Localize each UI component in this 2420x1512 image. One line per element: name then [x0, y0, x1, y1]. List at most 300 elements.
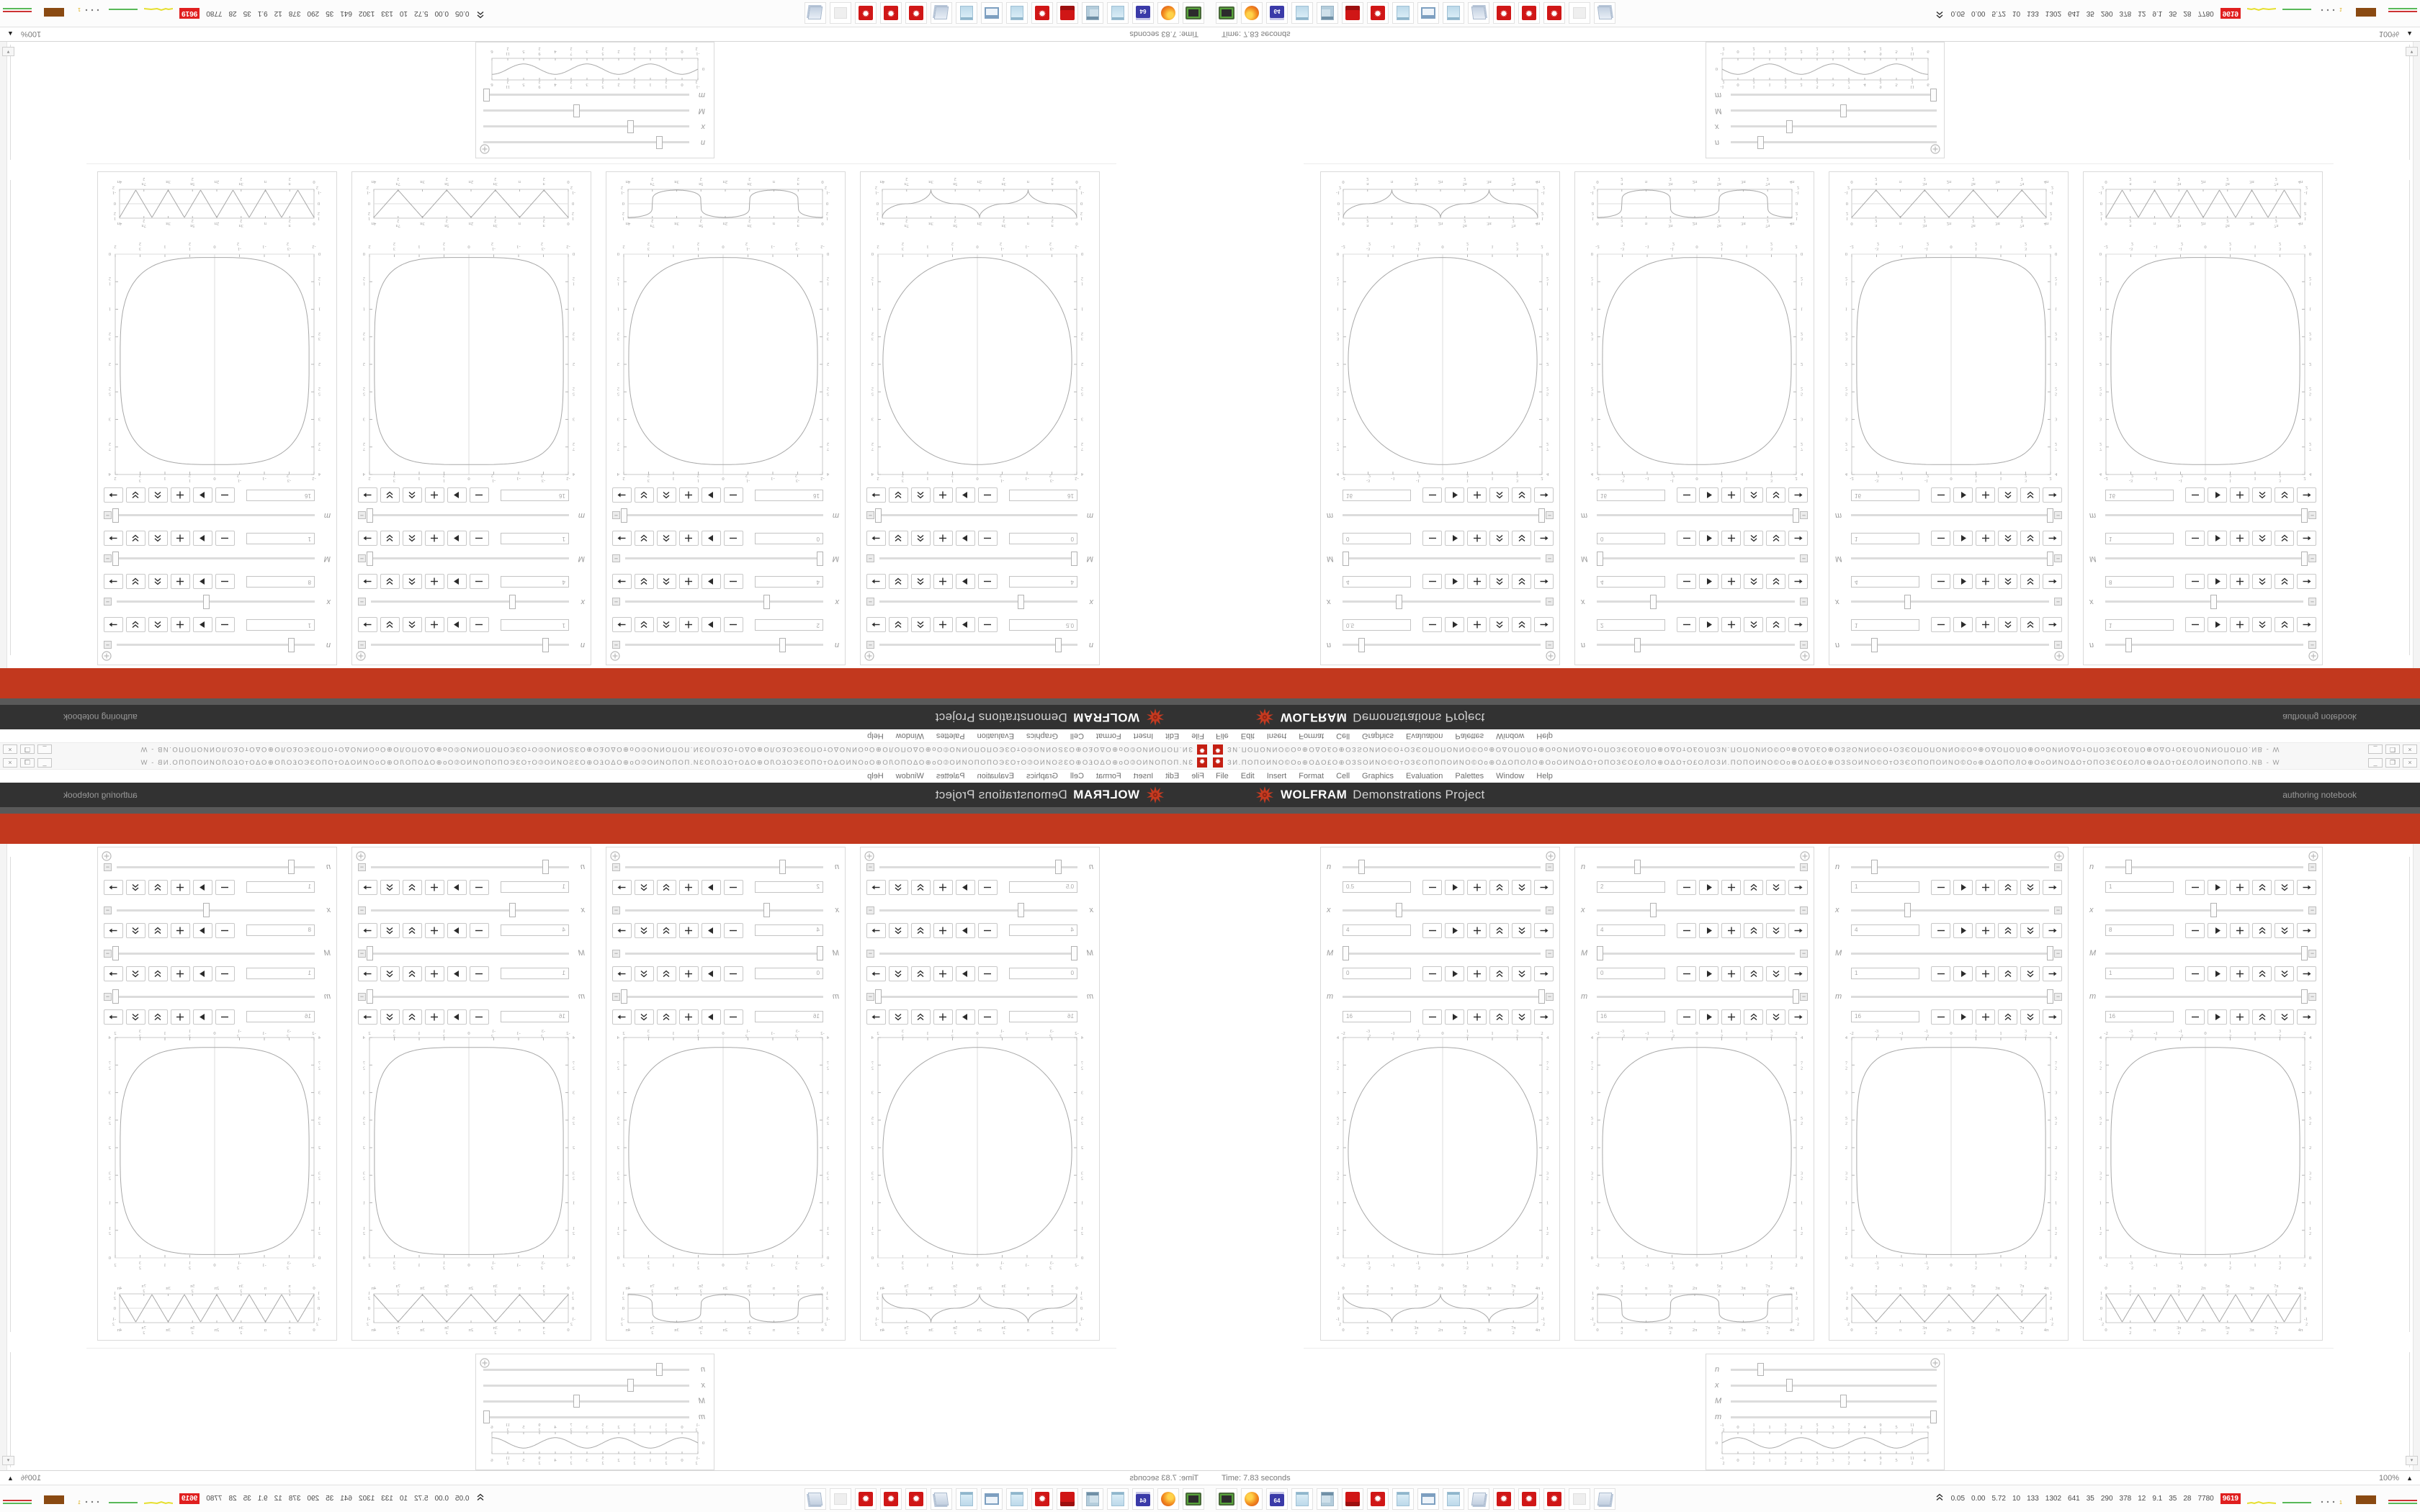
play-button[interactable]: [1953, 880, 1973, 895]
menu-edit[interactable]: Edit: [1240, 732, 1255, 740]
arrow-right-button[interactable]: [1534, 1009, 1554, 1025]
slider-M[interactable]: [1851, 558, 2049, 560]
arrow-right-button[interactable]: [1788, 618, 1808, 633]
close-button[interactable]: ×: [2403, 758, 2417, 768]
arrow-right-button[interactable]: [2297, 1009, 2316, 1025]
minus-button[interactable]: [1931, 575, 1950, 590]
minus-button[interactable]: [978, 531, 998, 546]
taskbar-icon-notepad[interactable]: [956, 1488, 977, 1510]
plus-button[interactable]: [2230, 531, 2249, 546]
collapse-control-button[interactable]: −: [358, 598, 366, 606]
play-button[interactable]: [1953, 575, 1973, 590]
chevrons-down-button[interactable]: [889, 966, 908, 981]
chevrons-down-button[interactable]: [2020, 1009, 2040, 1025]
slider-thumb[interactable]: [1786, 121, 1793, 134]
minus-button[interactable]: [1677, 966, 1696, 981]
chevrons-up-button[interactable]: [403, 966, 422, 981]
menu-window[interactable]: Window: [895, 732, 924, 740]
slider-m[interactable]: [117, 996, 315, 998]
taskbar-icon-firefox[interactable]: [1241, 1488, 1263, 1510]
chevrons-up-button[interactable]: [2252, 1009, 2272, 1025]
slider-thumb[interactable]: [1793, 989, 1799, 1004]
value-field-x[interactable]: 4: [1343, 924, 1411, 936]
window-titlebar[interactable]: [1210, 756, 2420, 770]
chevrons-up-button[interactable]: [657, 618, 676, 633]
chevrons-down-button[interactable]: [2275, 575, 2294, 590]
taskbar-icon-doc-scroll[interactable]: [1468, 1488, 1489, 1510]
plus-button[interactable]: [425, 531, 444, 546]
slider-m[interactable]: [1597, 996, 1795, 998]
slider-x[interactable]: [625, 601, 823, 603]
chevrons-up-button[interactable]: [403, 880, 422, 895]
slider-M[interactable]: [879, 953, 1077, 955]
chevrons-down-button[interactable]: [635, 618, 654, 633]
collapse-control-button[interactable]: −: [104, 950, 112, 958]
slider-m[interactable]: [2105, 515, 2303, 517]
slider-thumb[interactable]: [543, 860, 550, 874]
minus-button[interactable]: [1931, 618, 1950, 633]
chevrons-up-button[interactable]: [1998, 531, 2017, 546]
chevrons-down-button[interactable]: [1512, 575, 1531, 590]
menu-help[interactable]: Help: [867, 732, 884, 740]
slider-m[interactable]: [371, 996, 569, 998]
slider-x[interactable]: [1343, 909, 1541, 912]
minus-button[interactable]: [724, 488, 743, 503]
play-button[interactable]: [1699, 966, 1718, 981]
taskbar-icon-red-app[interactable]: [1342, 1488, 1363, 1510]
chevrons-up-button[interactable]: [657, 1009, 676, 1025]
taskbar-icon-wolfram-spikey[interactable]: ✹: [1031, 1488, 1053, 1510]
value-field-M[interactable]: 0: [755, 968, 823, 979]
value-field-x[interactable]: 4: [501, 576, 569, 588]
collapse-control-button[interactable]: −: [1800, 512, 1808, 520]
plus-button[interactable]: [933, 966, 953, 981]
value-field-M[interactable]: 1: [2105, 968, 2174, 979]
plus-button[interactable]: [1976, 923, 1995, 938]
collapse-control-button[interactable]: −: [104, 598, 112, 606]
arrow-right-button[interactable]: [104, 1009, 123, 1025]
chevrons-up-button[interactable]: [148, 966, 168, 981]
slider-thumb[interactable]: [1055, 860, 1062, 874]
slider-M[interactable]: [483, 110, 689, 112]
scroll-corner-menu[interactable]: ▾: [2, 47, 14, 56]
plus-button[interactable]: [2230, 618, 2249, 633]
slider-thumb[interactable]: [1757, 1363, 1764, 1376]
slider-M[interactable]: [117, 558, 315, 560]
chevrons-down-button[interactable]: [889, 531, 908, 546]
value-field-m[interactable]: 16: [501, 1011, 569, 1022]
arrow-right-button[interactable]: [2043, 618, 2062, 633]
minus-button[interactable]: [724, 1009, 743, 1025]
taskbar-icon-red-app[interactable]: [1342, 3, 1363, 24]
value-field-x[interactable]: 4: [755, 576, 823, 588]
minus-button[interactable]: [1422, 880, 1442, 895]
arrow-right-button[interactable]: [358, 618, 377, 633]
value-field-M[interactable]: 0: [1009, 533, 1077, 544]
value-field-x[interactable]: 4: [1009, 924, 1077, 936]
slider-M[interactable]: [1343, 953, 1541, 955]
taskbar-icon-window-frame[interactable]: [981, 1488, 1003, 1510]
play-button[interactable]: [1699, 1009, 1718, 1025]
arrow-right-button[interactable]: [1788, 966, 1808, 981]
slider-n[interactable]: [117, 644, 315, 647]
slider-M[interactable]: [2105, 953, 2303, 955]
value-field-x[interactable]: 4: [1343, 576, 1411, 588]
slider-m[interactable]: [879, 996, 1077, 998]
collapse-control-button[interactable]: −: [2308, 512, 2316, 520]
window-titlebar[interactable]: [0, 756, 1210, 770]
minimize-button[interactable]: _: [37, 758, 52, 768]
taskbar-icon-window-frame[interactable]: [1417, 3, 1439, 24]
slider-thumb[interactable]: [1634, 860, 1641, 874]
play-button[interactable]: [2208, 1009, 2227, 1025]
minus-button[interactable]: [2185, 618, 2205, 633]
cell-bracket[interactable]: [10, 1352, 11, 1467]
slider-n[interactable]: [2105, 866, 2303, 868]
taskbar-icon-notepad[interactable]: [1006, 1488, 1028, 1510]
play-button[interactable]: [2208, 618, 2227, 633]
taskbar-icon-wolfram-spikey[interactable]: ✹: [905, 1488, 927, 1510]
slider-thumb[interactable]: [779, 639, 786, 653]
authoring-notebook-link[interactable]: authoring notebook: [2282, 712, 2357, 722]
taskbar-icon-notepad[interactable]: [1107, 1488, 1129, 1510]
slider-m[interactable]: [1343, 515, 1541, 517]
cell-bracket[interactable]: [10, 857, 11, 1332]
slider-thumb[interactable]: [1930, 1410, 1937, 1423]
play-button[interactable]: [193, 966, 212, 981]
slider-m[interactable]: [625, 996, 823, 998]
minus-button[interactable]: [470, 880, 489, 895]
authoring-notebook-link[interactable]: authoring notebook: [2282, 790, 2357, 800]
minus-button[interactable]: [1677, 575, 1696, 590]
chevrons-down-button[interactable]: [2020, 488, 2040, 503]
menu-cell[interactable]: Cell: [1336, 732, 1350, 740]
cell-bracket[interactable]: [2409, 45, 2410, 160]
slider-thumb[interactable]: [483, 89, 490, 102]
taskbar-icon-floppy-64[interactable]: 64: [1266, 1488, 1288, 1510]
collapse-control-button[interactable]: −: [2054, 993, 2062, 1001]
taskbar-icon-wolfram-spikey[interactable]: ✹: [1543, 3, 1565, 24]
arrow-right-button[interactable]: [612, 488, 632, 503]
chevrons-up-button[interactable]: [1744, 923, 1763, 938]
value-field-n[interactable]: 1: [2105, 881, 2174, 893]
collapse-control-button[interactable]: −: [104, 555, 112, 563]
minus-button[interactable]: [470, 618, 489, 633]
slider-x[interactable]: [1597, 909, 1795, 912]
slider-M[interactable]: [117, 953, 315, 955]
minus-button[interactable]: [470, 531, 489, 546]
menu-cell[interactable]: Cell: [1336, 772, 1350, 780]
slider-thumb[interactable]: [2301, 552, 2308, 567]
arrow-right-button[interactable]: [104, 923, 123, 938]
plus-button[interactable]: [1976, 880, 1995, 895]
slider-thumb[interactable]: [1396, 903, 1402, 917]
chevrons-down-button[interactable]: [380, 966, 400, 981]
slider-thumb[interactable]: [875, 989, 882, 1004]
plus-button[interactable]: [679, 880, 699, 895]
chevrons-down-button[interactable]: [126, 488, 145, 503]
chevrons-down-button[interactable]: [2275, 618, 2294, 633]
slider-thumb[interactable]: [1597, 946, 1603, 960]
slider-M[interactable]: [2105, 558, 2303, 560]
plus-button[interactable]: [679, 966, 699, 981]
menu-edit[interactable]: Edit: [1240, 772, 1255, 780]
arrow-right-button[interactable]: [1534, 575, 1554, 590]
plus-button[interactable]: [171, 966, 190, 981]
chevrons-up-button[interactable]: [148, 923, 168, 938]
collapse-control-button[interactable]: −: [612, 642, 620, 649]
chevrons-up-button[interactable]: [1998, 966, 2017, 981]
arrow-right-button[interactable]: [612, 966, 632, 981]
slider-x[interactable]: [1731, 126, 1937, 128]
slider-m[interactable]: [1731, 94, 1937, 96]
taskbar-icon-doc-scroll[interactable]: [805, 1488, 826, 1510]
slider-thumb[interactable]: [1538, 509, 1545, 523]
taskbar-icon-calculator[interactable]: [1317, 1488, 1338, 1510]
chevrons-down-button[interactable]: [1766, 575, 1785, 590]
slider-n[interactable]: [625, 866, 823, 868]
slider-thumb[interactable]: [1840, 105, 1847, 118]
chevrons-down-button[interactable]: [2275, 1009, 2294, 1025]
plus-button[interactable]: [1467, 966, 1487, 981]
value-field-M[interactable]: 1: [501, 968, 569, 979]
plus-button[interactable]: [425, 880, 444, 895]
collapse-control-button[interactable]: −: [358, 993, 366, 1001]
chevrons-up-button[interactable]: [1744, 966, 1763, 981]
slider-thumb[interactable]: [2047, 946, 2053, 960]
plus-button[interactable]: [425, 488, 444, 503]
slider-thumb[interactable]: [289, 639, 295, 653]
value-field-M[interactable]: 1: [246, 533, 315, 544]
slider-thumb[interactable]: [1018, 595, 1024, 610]
taskbar-icon-notepad[interactable]: [956, 3, 977, 24]
slider-m[interactable]: [1851, 996, 2049, 998]
menu-format[interactable]: Format: [1095, 772, 1121, 780]
collapse-control-button[interactable]: −: [1546, 863, 1554, 871]
collapse-control-button[interactable]: −: [358, 512, 366, 520]
minus-button[interactable]: [215, 618, 235, 633]
taskbar-icon-green-console[interactable]: [1183, 1488, 1204, 1510]
value-field-m[interactable]: 16: [1597, 490, 1665, 501]
taskbar-icon-doc-scroll[interactable]: [805, 3, 826, 24]
slider-thumb[interactable]: [2047, 552, 2053, 567]
play-button[interactable]: [702, 923, 721, 938]
close-button[interactable]: ×: [2403, 745, 2417, 755]
chevrons-down-button[interactable]: [2275, 531, 2294, 546]
arrow-right-button[interactable]: [104, 531, 123, 546]
slider-n[interactable]: [625, 644, 823, 647]
cell-bracket[interactable]: [10, 45, 11, 160]
minus-button[interactable]: [724, 531, 743, 546]
arrow-right-button[interactable]: [358, 1009, 377, 1025]
collapse-control-button[interactable]: −: [866, 950, 874, 958]
slider-thumb[interactable]: [112, 509, 119, 523]
slider-M[interactable]: [1731, 1400, 1937, 1403]
plus-button[interactable]: [2230, 966, 2249, 981]
collapse-control-button[interactable]: −: [866, 555, 874, 563]
arrow-right-button[interactable]: [866, 880, 886, 895]
value-field-M[interactable]: 1: [246, 968, 315, 979]
minus-button[interactable]: [215, 880, 235, 895]
slider-n[interactable]: [1343, 644, 1541, 647]
minimize-button[interactable]: _: [2368, 758, 2383, 768]
menu-graphics[interactable]: Graphics: [1362, 772, 1394, 780]
minus-button[interactable]: [2185, 966, 2205, 981]
chevrons-up-button[interactable]: [148, 531, 168, 546]
window-titlebar[interactable]: [1210, 742, 2420, 756]
taskbar-icon-notepad[interactable]: [1392, 1488, 1414, 1510]
menu-window[interactable]: Window: [895, 772, 924, 780]
collapse-control-button[interactable]: −: [1546, 906, 1554, 914]
taskbar-icon-notepad[interactable]: [1291, 1488, 1313, 1510]
play-button[interactable]: [447, 618, 467, 633]
minus-button[interactable]: [1677, 488, 1696, 503]
minus-button[interactable]: [2185, 531, 2205, 546]
menu-edit[interactable]: Edit: [1165, 772, 1180, 780]
minus-button[interactable]: [1422, 488, 1442, 503]
slider-x[interactable]: [1851, 909, 2049, 912]
minus-button[interactable]: [1677, 531, 1696, 546]
minus-button[interactable]: [1931, 531, 1950, 546]
chevrons-down-button[interactable]: [635, 575, 654, 590]
taskbar-icon-wolfram-spikey[interactable]: ✹: [1367, 1488, 1389, 1510]
taskbar-icon-wolfram-spikey[interactable]: ✹: [1493, 3, 1515, 24]
chevrons-down-button[interactable]: [126, 575, 145, 590]
collapse-control-button[interactable]: −: [2308, 993, 2316, 1001]
value-field-m[interactable]: 16: [1009, 490, 1077, 501]
chevrons-up-button[interactable]: [2252, 923, 2272, 938]
chevrons-up-button[interactable]: [403, 618, 422, 633]
play-button[interactable]: [447, 880, 467, 895]
play-button[interactable]: [1699, 923, 1718, 938]
minus-button[interactable]: [1422, 966, 1442, 981]
arrow-right-button[interactable]: [866, 575, 886, 590]
minus-button[interactable]: [724, 966, 743, 981]
taskbar-icon-green-console[interactable]: [1216, 3, 1237, 24]
taskbar-icon-notepad[interactable]: [1443, 1488, 1464, 1510]
slider-thumb[interactable]: [509, 903, 516, 917]
collapse-control-button[interactable]: −: [358, 642, 366, 649]
menu-insert[interactable]: Insert: [1133, 732, 1154, 740]
chevrons-down-button[interactable]: [635, 923, 654, 938]
menu-edit[interactable]: Edit: [1165, 732, 1180, 740]
value-field-n[interactable]: 1: [501, 881, 569, 893]
arrow-right-button[interactable]: [866, 966, 886, 981]
plus-button[interactable]: [933, 880, 953, 895]
slider-thumb[interactable]: [112, 946, 119, 960]
arrow-right-button[interactable]: [1788, 575, 1808, 590]
arrow-right-button[interactable]: [1788, 1009, 1808, 1025]
plus-button[interactable]: [1721, 923, 1741, 938]
chevrons-down-button[interactable]: [380, 880, 400, 895]
chevrons-up-button[interactable]: [2252, 488, 2272, 503]
minus-button[interactable]: [215, 531, 235, 546]
collapse-control-button[interactable]: −: [612, 950, 620, 958]
plus-button[interactable]: [933, 531, 953, 546]
plus-button[interactable]: [1467, 880, 1487, 895]
value-field-n[interactable]: 1: [246, 881, 315, 893]
chevrons-down-button[interactable]: [126, 618, 145, 633]
minus-button[interactable]: [2185, 923, 2205, 938]
collapse-control-button[interactable]: −: [1546, 950, 1554, 958]
play-button[interactable]: [1445, 488, 1464, 503]
arrow-right-button[interactable]: [612, 618, 632, 633]
minus-button[interactable]: [1422, 575, 1442, 590]
value-field-m[interactable]: 16: [1343, 1011, 1411, 1022]
menu-graphics[interactable]: Graphics: [1362, 732, 1394, 740]
plus-button[interactable]: [171, 575, 190, 590]
chevrons-up-button[interactable]: [911, 531, 931, 546]
arrow-right-button[interactable]: [358, 531, 377, 546]
taskbar-icon-ghost-app[interactable]: [1569, 3, 1590, 24]
collapse-control-button[interactable]: −: [2054, 642, 2062, 649]
zoom-arrow-icon[interactable]: ▲: [2406, 1474, 2413, 1482]
slider-x[interactable]: [1343, 601, 1541, 603]
chevrons-down-button[interactable]: [2020, 880, 2040, 895]
collapse-control-button[interactable]: −: [2308, 863, 2316, 871]
cell-bracket[interactable]: [2409, 1352, 2410, 1467]
collapse-control-button[interactable]: −: [358, 555, 366, 563]
value-field-n[interactable]: 2: [755, 881, 823, 893]
value-field-M[interactable]: 0: [1009, 968, 1077, 979]
plus-button[interactable]: [679, 531, 699, 546]
chevrons-down-button[interactable]: [2020, 923, 2040, 938]
chevrons-down-button[interactable]: [1766, 880, 1785, 895]
slider-thumb[interactable]: [1538, 989, 1545, 1004]
collapse-control-button[interactable]: −: [2054, 863, 2062, 871]
slider-thumb[interactable]: [817, 552, 823, 567]
collapse-control-button[interactable]: −: [2054, 598, 2062, 606]
arrow-right-button[interactable]: [2297, 618, 2316, 633]
collapse-control-button[interactable]: −: [104, 512, 112, 520]
chevrons-down-button[interactable]: [1766, 966, 1785, 981]
plus-button[interactable]: [1976, 488, 1995, 503]
minus-button[interactable]: [470, 575, 489, 590]
chevrons-up-button[interactable]: [1744, 618, 1763, 633]
minus-button[interactable]: [724, 923, 743, 938]
arrow-right-button[interactable]: [358, 575, 377, 590]
close-button[interactable]: ×: [3, 758, 17, 768]
chevrons-up-button[interactable]: [1489, 488, 1509, 503]
menu-evaluation[interactable]: Evaluation: [977, 732, 1014, 740]
menu-file[interactable]: File: [1191, 772, 1204, 780]
arrow-right-button[interactable]: [104, 618, 123, 633]
chevrons-up-button[interactable]: [2252, 966, 2272, 981]
chevrons-down-button[interactable]: [126, 1009, 145, 1025]
taskbar-icon-notepad[interactable]: [1443, 3, 1464, 24]
taskbar-icon-doc-scroll[interactable]: [931, 1488, 952, 1510]
value-field-m[interactable]: 16: [2105, 490, 2174, 501]
chevrons-down-button[interactable]: [126, 880, 145, 895]
chevrons-down-button[interactable]: [1512, 618, 1531, 633]
slider-n[interactable]: [483, 1369, 689, 1371]
minus-button[interactable]: [215, 1009, 235, 1025]
slider-thumb[interactable]: [112, 989, 119, 1004]
plus-button[interactable]: [679, 1009, 699, 1025]
taskbar-icon-notepad[interactable]: [1006, 3, 1028, 24]
collapse-control-button[interactable]: −: [612, 598, 620, 606]
menu-evaluation[interactable]: Evaluation: [977, 772, 1014, 780]
arrow-right-button[interactable]: [1534, 880, 1554, 895]
slider-x[interactable]: [371, 909, 569, 912]
vertical-scrollbar[interactable]: [0, 844, 7, 1470]
minus-button[interactable]: [1422, 923, 1442, 938]
value-field-n[interactable]: 1: [246, 619, 315, 631]
value-field-n[interactable]: 1: [501, 619, 569, 631]
arrow-right-button[interactable]: [2297, 966, 2316, 981]
taskbar-icon-notepad[interactable]: [1392, 3, 1414, 24]
chevrons-up-button[interactable]: [1744, 488, 1763, 503]
